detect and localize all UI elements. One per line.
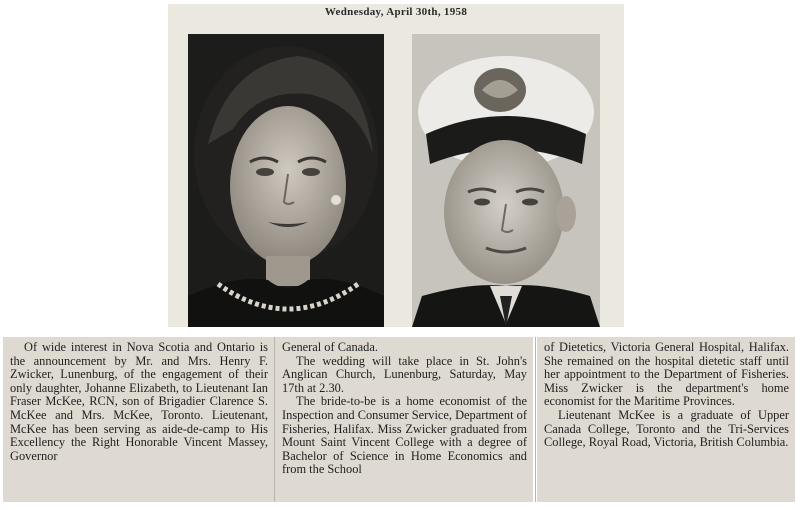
column-divider (535, 337, 536, 502)
article-column-1 (3, 337, 274, 502)
article-paragraph: Of wide interest in Nova Scotia and Ontario is the announcement by Mr. and Mrs. Henry F. Zwicker, Lunenburg, of the engagement of their only daughter, Johanne Elizabeth, to Lieutenant Ian Fraser McKee, RCN, son of Brigadier Clarence S. McKee and Mrs. McKee, Toronto. Lieutenant, McKee has been serving as aide-de-camp to His Excellency the Right Honorable Vincent Massey, Governor (10, 340, 268, 463)
article-paragraph: The wedding will take place in St. John's Anglican Church, Lunenburg, Saturday, May 17th at 2.30. (282, 353, 527, 395)
article-column-2 (275, 337, 533, 502)
article-column-3 (537, 337, 795, 502)
dateline: Wednesday, April 30th, 1958 (324, 6, 468, 18)
newspaper-clipping-top (168, 4, 624, 327)
portrait-naval-officer-icon (412, 34, 600, 327)
portrait-woman-icon (188, 34, 384, 327)
article-paragraph: Lieutenant McKee is a graduate of Upper Canada College, Toronto and the Tri-Services College, Royal Road, Victoria, British Columbia. (544, 407, 789, 450)
bride-portrait-photo (188, 34, 384, 327)
article-paragraph: of Dietetics, Victoria General Hospital, Halifax. She remained on the hospital dietetic staff until her appointment to the Department of Fisheries. Miss Zwicker is the department's home economist for the Maritime Provinces. (544, 340, 789, 409)
article-paragraph: The bride-to-be is a home economist of the Inspection and Consumer Service, Department of Fisheries, Halifax. Miss Zwicker graduated from Mount Saint Vincent College with a degree of Bachelor of Science in Home Economics and from the School (282, 394, 527, 477)
groom-portrait-photo (412, 34, 600, 327)
article-paragraph: General of Canada. (282, 340, 378, 354)
